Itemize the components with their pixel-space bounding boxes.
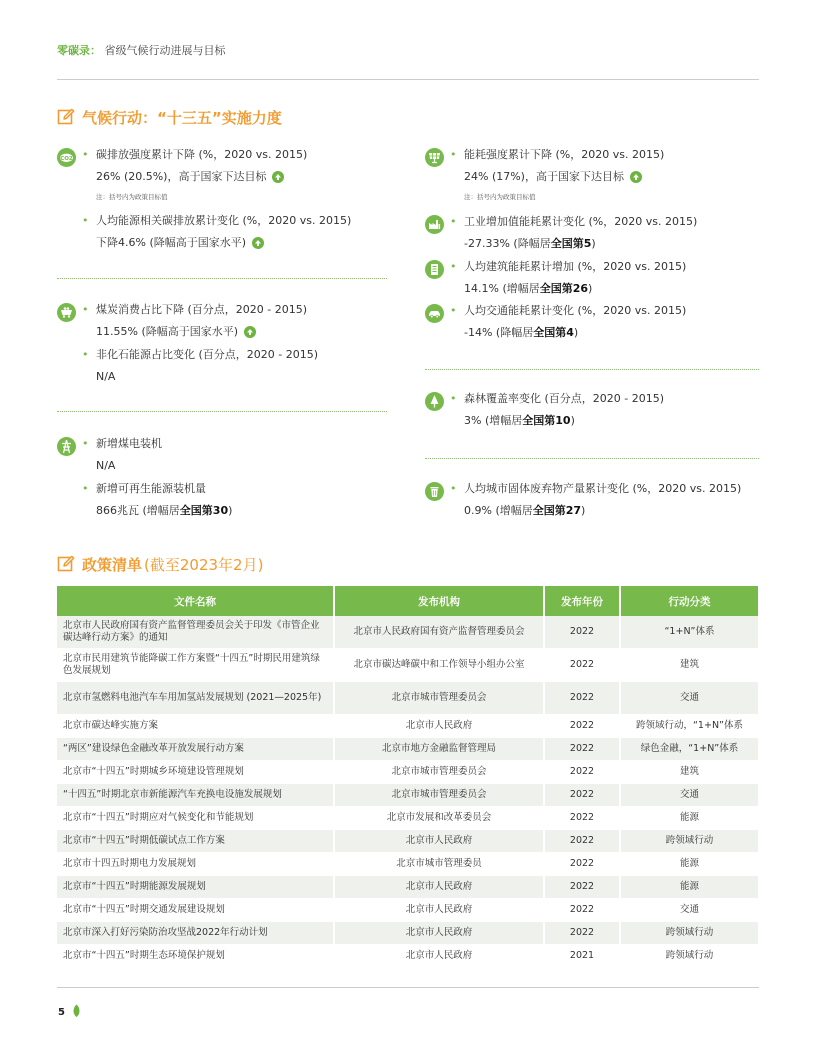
cell-agency: 北京市城市管理委员 (334, 853, 544, 876)
cell-agency: 北京市城市管理委员会 (334, 761, 544, 784)
cell-document-name: 北京市人民政府国有资产监督管理委员会关于印发《市管企业碳达峰行动方案》的通知 (57, 616, 334, 649)
indicator-label: 新增可再生能源装机量 (96, 482, 206, 495)
indicator-value-post: ) (228, 504, 233, 517)
header-brand: 零碳录 (57, 44, 90, 57)
cell-document-name: 北京市“十四五”时期交通发展建设规划 (57, 899, 334, 922)
cell-year: 2022 (544, 922, 620, 945)
cell-agency: 北京市发展和改革委员会 (334, 807, 544, 830)
cell-year: 2022 (544, 830, 620, 853)
cell-document-name: 北京市氢燃料电池汽车车用加氢站发展规划 (2021—2025年) (57, 682, 334, 715)
indicator-label: 森林覆盖率变化 (百分点，2020 - 2015) (464, 392, 665, 405)
table-row (57, 922, 759, 945)
cell-category: 能源 (620, 807, 759, 830)
cell-category: 跨领域行动，“1+N”体系 (620, 715, 759, 738)
dotted-divider (57, 411, 387, 412)
cell-category: 交通 (620, 784, 759, 807)
indicator-rank: 全国第27 (532, 504, 582, 517)
cell-document-name: 北京市“十四五”时期应对气候变化和节能规划 (57, 807, 334, 830)
header-colon: ： (90, 44, 101, 57)
cell-year: 2021 (544, 945, 620, 968)
table-row (57, 649, 759, 682)
section-title-text: 政策清单 (82, 555, 143, 574)
indicator-label: 工业增加值能耗累计变化 (%，2020 vs. 2015) (464, 215, 698, 228)
indicator-rank: 全国第4 (533, 326, 574, 339)
section-title-climate-action (57, 105, 282, 129)
indicator-value: 24% (17%)，高于国家下达目标 (464, 170, 624, 183)
cell-category: 跨领域行动 (620, 922, 759, 945)
left-indicator-column (57, 148, 387, 250)
dotted-divider (425, 458, 759, 459)
indicator-group-building (425, 260, 755, 296)
indicator-label: 非化石能源占比变化 (百分点，2020 - 2015) (96, 348, 319, 361)
table-row (57, 715, 759, 738)
indicator-value-pre: 14.1% (增幅居 (464, 282, 540, 295)
cell-year: 2022 (544, 649, 620, 682)
cell-category: 能源 (620, 853, 759, 876)
cell-year: 2022 (544, 616, 620, 649)
left-indicator-column-3 (57, 437, 387, 518)
indicator-rank: 全国第30 (179, 504, 229, 517)
cell-category: 跨领域行动 (620, 830, 759, 853)
cell-year: 2022 (544, 876, 620, 899)
cell-document-name: “两区”建设绿色金融改革开放发展行动方案 (57, 738, 334, 761)
indicator-value-post: ) (573, 326, 579, 339)
indicator-value: 11.55% (降幅高于国家水平) (96, 325, 239, 338)
cell-category: 交通 (620, 899, 759, 922)
cell-year: 2022 (544, 715, 620, 738)
cell-category: 能源 (620, 876, 759, 899)
cell-category: 建筑 (620, 761, 759, 784)
indicator-new-renewable-capacity: • 新增可再生能源装机量 866兆瓦 (增幅居 全国第30 ) (82, 482, 233, 517)
leaf-icon (72, 1004, 81, 1018)
solar-panel-icon (425, 148, 444, 167)
cell-agency: 北京市人民政府 (334, 922, 544, 945)
indicator-value-post: ) (570, 414, 575, 427)
indicator-per-capita-carbon: • 人均能源相关碳排放累计变化 (%，2020 vs. 2015) 下降4.6% (降幅高于国家水平) (82, 214, 352, 249)
cell-category: 交通 (620, 682, 759, 715)
policy-table (57, 586, 760, 968)
table-row (57, 853, 759, 876)
indicator-rank: 全国第5 (550, 237, 592, 250)
indicator-solid-waste: • 人均城市固体废弃物产量累计变化 (%，2020 vs. 2015) 0.9% (增幅居 全国第27 ) (450, 482, 742, 517)
indicator-label: 人均交通能耗累计变化 (%，2020 vs. 2015) (464, 304, 687, 317)
cell-agency: 北京市地方金融监督管理局 (334, 738, 544, 761)
indicator-value-pre: 3% (增幅居 (464, 414, 523, 427)
table-row (57, 738, 759, 761)
cell-category: 跨领域行动 (620, 945, 759, 968)
table-row (57, 899, 759, 922)
indicator-coal-share: • 煤炭消费占比下降 (百分点，2020 - 2015) 11.55% (降幅高于国家水平) (82, 303, 308, 338)
indicator-label: 人均城市固体废弃物产量累计变化 (%，2020 vs. 2015) (464, 482, 742, 495)
cell-agency: 北京市人民政府 (334, 945, 544, 968)
indicator-value: 26% (20.5%)，高于国家下达目标 (96, 170, 267, 183)
column-header-year: 发布年份 (544, 586, 620, 616)
indicator-rank: 全国第10 (522, 414, 571, 427)
indicator-note: 注：括号内为政策目标值 (96, 193, 168, 201)
tree-icon (425, 392, 444, 411)
cell-agency: 北京市人民政府 (334, 830, 544, 853)
indicator-building-energy: • 人均建筑能耗累计增加 (%，2020 vs. 2015) 14.1% (增幅居 全国第26 ) (450, 260, 687, 295)
indicator-value-pre: 866兆瓦 (增幅居 (96, 504, 180, 517)
page-number: 5 (58, 1007, 65, 1018)
arrow-up-icon (630, 171, 642, 183)
indicator-group-coal (57, 303, 387, 384)
table-row (57, 807, 759, 830)
co2-icon (57, 148, 76, 167)
indicator-value: 下降4.6% (降幅高于国家水平) (96, 236, 247, 249)
car-icon (425, 304, 444, 323)
table-row (57, 616, 759, 649)
cell-agency: 北京市城市管理委员会 (334, 682, 544, 715)
section-title-policy-list (57, 552, 263, 576)
cell-document-name: 北京市碳达峰实施方案 (57, 715, 334, 738)
indicator-value-post: ) (591, 237, 596, 250)
edit-icon (57, 555, 75, 573)
footer-divider (57, 987, 759, 988)
indicator-group-carbon (57, 148, 387, 250)
cell-year: 2022 (544, 899, 620, 922)
indicator-value-pre: 0.9% (增幅居 (464, 504, 533, 517)
indicator-rank: 全国第26 (539, 282, 589, 295)
cell-document-name: 北京市“十四五”时期城乡环境建设管理规划 (57, 761, 334, 784)
indicator-label: 新增煤电装机 (96, 437, 162, 450)
power-tower-icon (57, 437, 76, 456)
cell-agency: 北京市人民政府 (334, 876, 544, 899)
cell-year: 2022 (544, 682, 620, 715)
table-row (57, 830, 759, 853)
indicator-label: 煤炭消费占比下降 (百分点，2020 - 2015) (96, 303, 308, 316)
cell-year: 2022 (544, 761, 620, 784)
cell-year: 2022 (544, 738, 620, 761)
indicator-value-post: ) (588, 282, 593, 295)
indicator-group-industry (425, 215, 755, 251)
table-row (57, 876, 759, 899)
indicator-value-post: ) (581, 504, 586, 517)
indicator-value-pre: -14% (降幅居 (464, 326, 534, 339)
cell-category: 绿色金融，“1+N”体系 (620, 738, 759, 761)
cell-agency: 北京市城市管理委员会 (334, 784, 544, 807)
cell-document-name: 北京市“十四五”时期低碳试点工作方案 (57, 830, 334, 853)
cell-category: 建筑 (620, 649, 759, 682)
arrow-up-icon (244, 326, 256, 338)
indicator-group-power (57, 437, 387, 518)
cell-agency: 北京市碳达峰碳中和工作领导小组办公室 (334, 649, 544, 682)
column-header-category: 行动分类 (620, 586, 759, 616)
indicator-forest-coverage: • 森林覆盖率变化 (百分点，2020 - 2015) 3% (增幅居 全国第10 ) (450, 392, 665, 427)
building-icon (425, 260, 444, 279)
table-row (57, 784, 759, 807)
column-header-document: 文件名称 (57, 586, 334, 616)
trash-bin-icon (425, 482, 444, 501)
indicator-group-waste (425, 482, 755, 518)
dotted-divider (57, 278, 387, 279)
table-row (57, 761, 759, 784)
indicator-value: N/A (96, 459, 116, 472)
cell-year: 2022 (544, 784, 620, 807)
edit-icon (57, 108, 75, 126)
table-row (57, 682, 759, 715)
column-header-agency: 发布机构 (334, 586, 544, 616)
cell-document-name: 北京市“十四五”时期能源发展规划 (57, 876, 334, 899)
indicator-transport-energy: • 人均交通能耗累计变化 (%，2020 vs. 2015) -14% (降幅居 全国第4 ) (450, 304, 687, 339)
indicator-label: 人均能源相关碳排放累计变化 (%，2020 vs. 2015) (96, 214, 352, 227)
right-indicator-column (425, 148, 755, 204)
indicator-value: N/A (96, 370, 116, 383)
indicator-value-pre: -27.33% (降幅居 (464, 237, 551, 250)
cell-agency: 北京市人民政府 (334, 899, 544, 922)
coal-cart-icon (57, 303, 76, 322)
dotted-divider (425, 369, 759, 370)
cell-document-name: 北京市深入打好污染防治攻坚战2022年行动计划 (57, 922, 334, 945)
indicator-note: 注：括号内为政策目标值 (464, 193, 536, 201)
running-header (57, 42, 226, 58)
indicator-label: 人均建筑能耗累计增加 (%，2020 vs. 2015) (464, 260, 687, 273)
indicator-new-coal-power: • 新增煤电装机 N/A (82, 437, 162, 472)
indicator-group-forest (425, 392, 755, 428)
header-divider (57, 79, 759, 80)
indicator-label: 能耗强度累计下降 (%，2020 vs. 2015) (464, 148, 665, 161)
indicator-non-fossil-share: • 非化石能源占比变化 (百分点，2020 - 2015) N/A (82, 348, 319, 383)
arrow-up-icon (272, 171, 284, 183)
indicator-energy-intensity: • 能耗强度累计下降 (%，2020 vs. 2015) 24% (17%)，高于国家下达目标 注：括号内为政策目标值 (450, 148, 755, 204)
cell-document-name: 北京市“十四五”时期生态环境保护规划 (57, 945, 334, 968)
cell-year: 2022 (544, 807, 620, 830)
factory-icon (425, 215, 444, 234)
indicator-label: 碳排放强度累计下降 (%，2020 vs. 2015) (96, 148, 308, 161)
right-indicator-waste (425, 482, 755, 518)
arrow-up-icon (252, 237, 264, 249)
indicator-group-energy-intensity (425, 148, 755, 204)
cell-document-name: “十四五”时期北京市新能源汽车充换电设施发展规划 (57, 784, 334, 807)
header-subtitle: 省级气候行动进展与目标 (104, 44, 226, 57)
left-indicator-column-2 (57, 303, 387, 384)
cell-agency: 北京市人民政府国有资产监督管理委员会 (334, 616, 544, 649)
svg-text:CO2: CO2 (60, 155, 73, 162)
cell-year: 2022 (544, 853, 620, 876)
cell-document-name: 北京市民用建筑节能降碳工作方案暨“十四五”时期民用建筑绿色发展规划 (57, 649, 334, 682)
right-indicator-transport (425, 304, 755, 340)
table-row (57, 945, 759, 968)
cell-document-name: 北京市十四五时期电力发展规划 (57, 853, 334, 876)
right-indicator-building (425, 260, 755, 296)
section-title-text: 气候行动：“十三五”实施力度 (82, 108, 282, 127)
right-indicator-industry (425, 215, 755, 251)
indicator-carbon-intensity: • 碳排放强度累计下降 (%，2020 vs. 2015) 26% (20.5%)，高于国家下达目标 注：括号内为政策目标值 (82, 148, 387, 204)
indicator-group-transport (425, 304, 755, 340)
cell-agency: 北京市人民政府 (334, 715, 544, 738)
right-indicator-forest (425, 392, 755, 428)
section-subtitle-text: (截至2023年2月) (144, 555, 264, 574)
cell-category: “1+N”体系 (620, 616, 759, 649)
table-header-row (57, 586, 759, 616)
indicator-industry-energy: • 工业增加值能耗累计变化 (%，2020 vs. 2015) -27.33% (降幅居 全国第5 ) (450, 215, 698, 250)
